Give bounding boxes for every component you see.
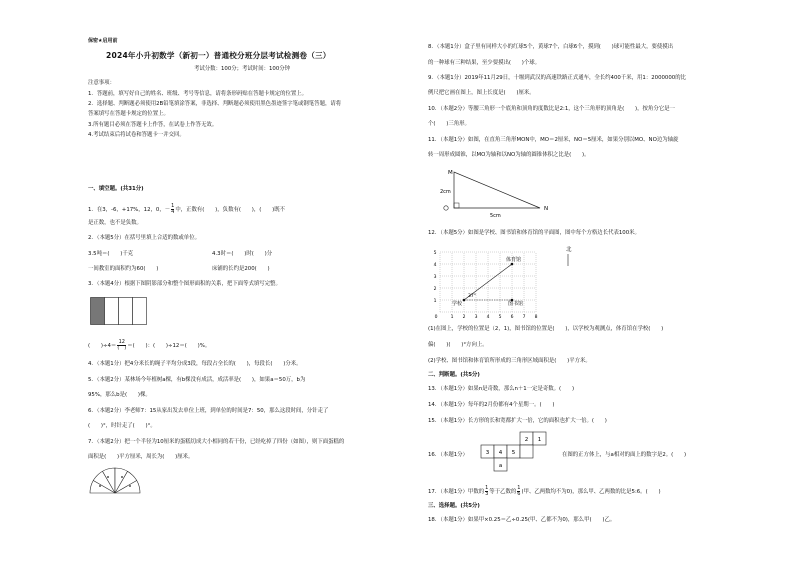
q9-text-cont: 例尺把它画在图上，图上长度是( )厘米。 — [428, 90, 535, 96]
q12-map-grid — [428, 242, 598, 322]
q1-part-a: 1．在3，-6，+17%，12，0，－ — [88, 207, 171, 213]
grid-ytick: 1 — [433, 299, 437, 304]
q2-text: 2．（本题5分）在括号里填上合适的数或单位。 — [88, 235, 200, 241]
page-title: 2024年小升初数学（新初一）普通校分班分层考试检测卷（三） — [106, 51, 331, 60]
notice-item: 1．答题前，填写好自己的姓名、班级、考号等信息，请将条形码贴在答题卡规定的位置上。 — [88, 91, 308, 97]
q2-blank-a: 3.5吨＝( )千克 — [88, 251, 134, 257]
q1-fraction: $\frac{1}{4}$ — [171, 203, 175, 215]
q18-text: 18．（本题1分）如果甲×0.25＝乙÷0.25(甲、乙都不为0)，那么甲( )乙。 — [428, 517, 616, 523]
left-column — [80, 0, 400, 562]
school-point — [463, 299, 466, 302]
q14-text: 14．（本题1分）每年的2月份都有4个星期一。( ) — [428, 402, 555, 408]
q3-text: 3．（本题4分）根据下图阴影部分和整个图形面积的关系，把下面等式填写完整。 — [88, 281, 281, 287]
q1-text-cont: 是正数，也不是负数。 — [88, 220, 142, 226]
net-face — [520, 445, 533, 458]
q12-part1: (1)在图上，学校的位置是（2，1)，图书馆的位置是( )，以学校为观测点，体育馆在学校( ) — [428, 326, 664, 332]
grid-origin-label: 0 — [434, 315, 438, 320]
q16-cube-net — [480, 430, 560, 476]
notice-item: 2．选择题、判断题必须使用2B铅笔填涂答案，非选择、判断题必须使用黑色墨迹签字笔或钢笔答题，请将 — [88, 101, 342, 107]
q17-fraction-a: $\frac{1}{3}$ — [485, 485, 489, 497]
cake-dot — [107, 476, 109, 478]
q1-text — [88, 204, 285, 215]
grid-ytick: 4 — [433, 263, 437, 268]
shaded-strip — [91, 298, 105, 325]
q4-text: 4．（本题1分）把4分米长的绳子平均分成3段，每段占全长的( )，每段长( )分米。 — [88, 361, 302, 367]
right-column — [424, 0, 776, 562]
triangle-mon — [454, 172, 540, 208]
q8-text: 8．（本题1分）盒子里有同样大小的红球5个，黄球7个，白球6个，摸到( )球可能性最大，要使摸出 — [428, 44, 674, 50]
face-4: 4 — [498, 450, 503, 456]
q8-text-cont: 的一种球有三种结果，至少要摸出( )个球。 — [428, 60, 541, 66]
grid-xtick: 1 — [450, 315, 454, 320]
q11-triangle-figure — [432, 166, 552, 220]
secret-label: 保密★启用前 — [88, 38, 118, 44]
label-n: N — [544, 206, 549, 212]
notice-item: 4.考试结束后将试卷和答题卡一并交回。 — [88, 132, 185, 138]
grid-ytick: 3 — [433, 275, 437, 280]
q10-text: 10．（本题2分）等腰三角形一个底角和顶角的度数比是2:1，这个三角形的顶角是( )，按角分它是一 — [428, 106, 675, 112]
face-2: 2 — [524, 437, 529, 443]
grid-ytick: 5 — [433, 251, 437, 256]
angle-label: 37° — [468, 294, 476, 299]
q16-label: 16．（本题1分） — [428, 452, 468, 458]
q3-shaded-figure — [90, 297, 160, 325]
blank-strip — [133, 298, 147, 325]
face-a: a — [498, 463, 503, 469]
q5-text: 5．（本题2分）某林场今年植树a棵，有b棵没有成活，成活率是( )，如果a＝50万，b为 — [88, 377, 306, 383]
q12-part1-cont: 偏( )( )°方向上。 — [428, 342, 488, 348]
face-3: 3 — [485, 450, 490, 456]
q2-blank-b: 4.3时＝( )时( )分 — [212, 251, 273, 257]
q9-text: 9．（本题1分）2019年11月29日，十堰到武汉的高速铁路正式通车，全长约400千米，用1：2000000的比 — [428, 75, 686, 81]
q11-text-cont: 转一周形成圆锥，以MO为轴和以NO为轴的圆锥体积之比是( )。 — [428, 152, 590, 158]
grid-xtick: 2 — [462, 315, 466, 320]
cake-dot — [129, 485, 131, 487]
blank-strip — [105, 298, 119, 325]
cake-dot — [121, 476, 123, 478]
grid-ticks — [434, 250, 538, 320]
grid-xtick: 4 — [486, 315, 490, 320]
gym-point — [511, 263, 514, 266]
point-o-mark — [444, 206, 448, 210]
library-label: 图书馆 — [508, 301, 524, 307]
label-m: M — [448, 170, 453, 176]
q2-blank-d: 床铺的长约是200( ) — [212, 266, 270, 272]
section-fill-blank: 一、填空题。(共31分) — [88, 186, 144, 192]
exam-meta: 考试分数：100分；考试时间：100分钟 — [194, 66, 291, 72]
q2-blank-c: 一间教室的面积约为60( ) — [88, 266, 159, 272]
notice-item: 答案填写在答题卡规定的位置上。 — [88, 111, 169, 117]
school-label: 学校 — [452, 301, 463, 307]
section-judge: 二、判断题。(共5分) — [428, 372, 480, 378]
cake-dot — [99, 485, 101, 487]
notice-heading: 注意事项： — [88, 80, 115, 86]
q1-part-b: 中，正数有( )，负数有( )，( )既不 — [175, 207, 285, 213]
q12-text: 12．（本题5分）如图是学校、图书馆和体育馆的平面图，图中每个方格边长代表100米。 — [428, 230, 640, 236]
q3-equation: ( )÷4＝ 12 ( ) ＝( )：( )÷12＝( )%。 — [88, 339, 211, 351]
q11-text: 11．（本题1分）如图，在直角三角形MON中，MO＝2厘米，NO＝5厘米，如果分别以MO、NO边为轴旋 — [428, 137, 679, 143]
q6-text: 6．（本题2分）李老师7：15从家出发去单位上班，到单位的时间是7：50，那么这段时间，分针走了 — [88, 408, 329, 414]
grid-xtick: 8 — [534, 315, 538, 320]
q6-text-cont: ( )°，时针走了( )°。 — [88, 423, 156, 429]
face-5: 5 — [511, 450, 516, 456]
north-label: 北 — [566, 247, 572, 253]
notice-item: 3.所有题目必须在答题卡上作答，在试卷上作答无效。 — [88, 122, 218, 128]
grid-xtick: 3 — [474, 315, 478, 320]
face-1: 1 — [537, 437, 542, 443]
q3-fraction: 12 ( ) — [117, 339, 127, 351]
gym-label: 体育馆 — [506, 257, 522, 263]
q7-text: 7．（本题2分）把一个半径为10厘米的蛋糕切成大小相同的若干份，已经吃掉了四份（如图），则下面蛋糕的 — [88, 439, 345, 445]
blank-strip — [119, 298, 133, 325]
grid-xtick: 6 — [510, 315, 514, 320]
q13-text: 13．（本题1分）如果n是奇数，那么n＋1一定是奇数。( ) — [428, 386, 575, 392]
q7-cake-figure — [88, 464, 142, 496]
label-no: 5cm — [490, 213, 501, 219]
q17-text: 17．（本题1分）甲数的 $\frac{1}{3}$ 等于乙数的 $\frac{1}{6}$ (甲、乙两数均不为0)，那么甲、乙两数的比是5:6。( ) — [428, 485, 661, 497]
grid-ytick: 2 — [433, 287, 437, 292]
q17-fraction-b: $\frac{1}{6}$ — [517, 485, 521, 497]
q15-text: 15．（本题1分）长方形的长和宽都扩大一倍，它的面积也扩大一倍。( ) — [428, 418, 607, 424]
section-choice: 三、选择题。(共5分) — [428, 503, 480, 509]
q7-text-cont: 面积是( )平方厘米，周长为( )厘米。 — [88, 454, 194, 460]
q5-text-cont: 95%，那么b是( )棵。 — [88, 392, 151, 398]
grid-xtick: 5 — [498, 315, 502, 320]
q10-text-cont: 个( )三角形。 — [428, 121, 470, 127]
q16-text: 在图的正方体上，与a相对的面上的数字是2。( ) — [562, 452, 687, 458]
q12-part2: (2)学校、图书馆和体育馆所形成的三角形区域面积是( )平方米。 — [428, 358, 591, 364]
grid-xtick: 7 — [522, 315, 526, 320]
label-mo: 2cm — [440, 189, 451, 195]
